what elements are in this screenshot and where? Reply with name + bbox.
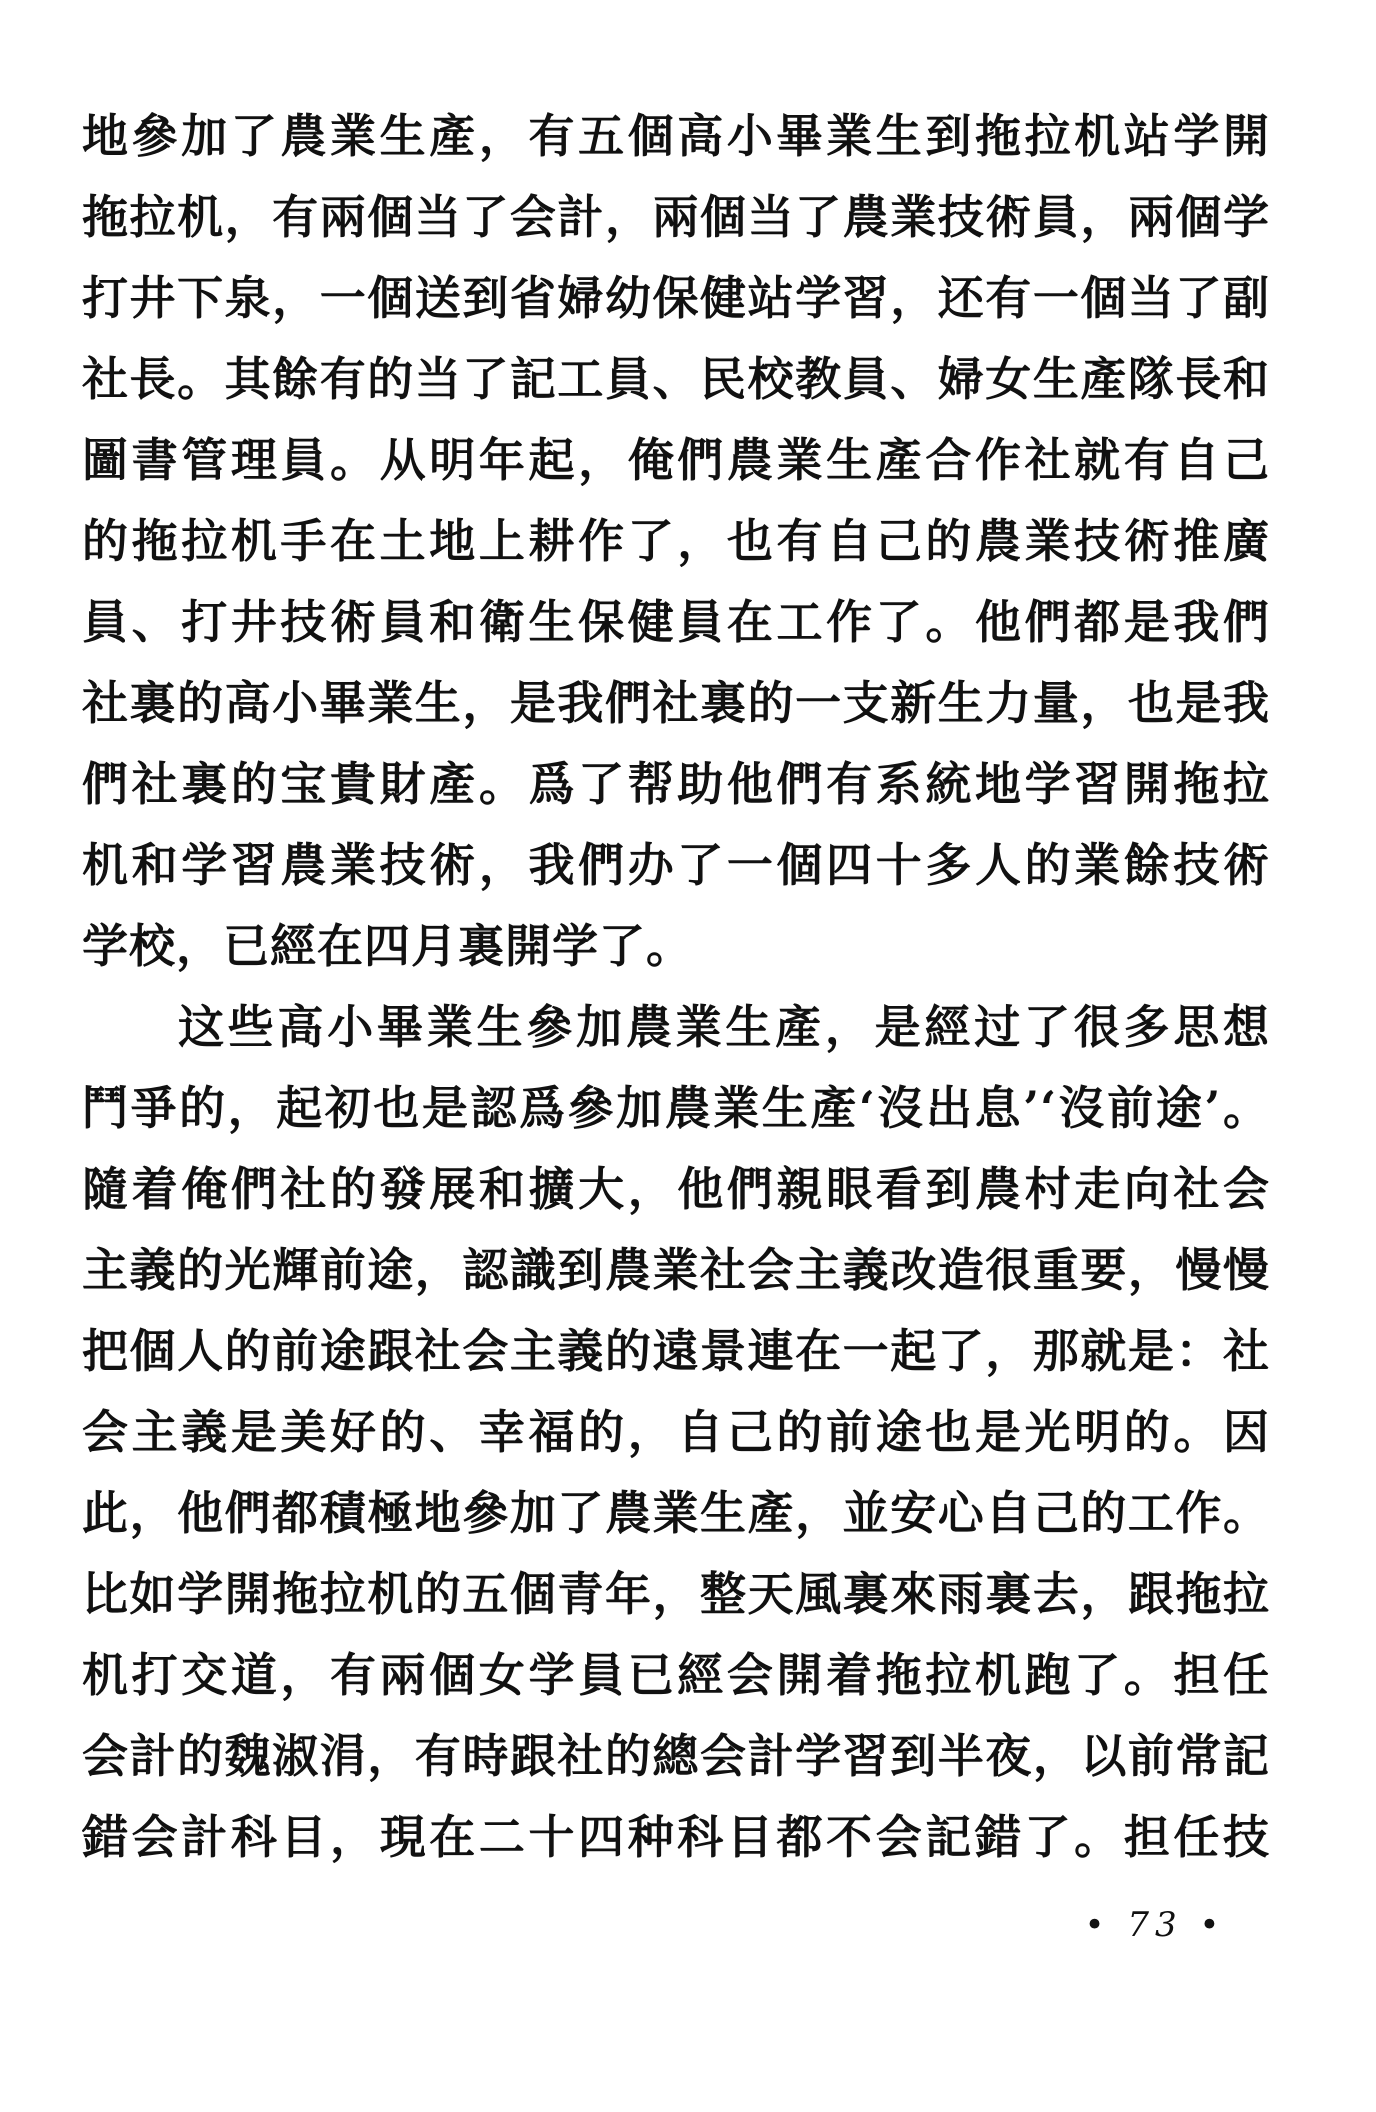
text-line: 会計的魏淑涓，有時跟社的總会計学習到半夜，以前常記	[82, 1729, 1270, 1783]
text-line: 打井下泉，一個送到省婦幼保健站学習，还有一個当了副	[82, 271, 1270, 325]
text-line: 拖拉机，有兩個当了会計，兩個当了農業技術員，兩個学	[82, 190, 1270, 244]
text-line: 隨着俺們社的發展和擴大，他們親眼看到農村走向社会	[82, 1162, 1270, 1216]
text-line: 学校，已經在四月裏開学了。	[82, 919, 693, 973]
text-line: 机和学習農業技術，我們办了一個四十多人的業餘技術	[82, 838, 1270, 892]
text-line: 員、打井技術員和衛生保健員在工作了。他們都是我們	[82, 595, 1270, 649]
text-line: 鬥爭的，起初也是認爲參加農業生產‘沒出息’‘沒前途’。	[82, 1081, 1270, 1135]
text-line: 这些高小畢業生參加農業生產，是經过了很多思想	[178, 1000, 1270, 1054]
text-line: 把個人的前途跟社会主義的遠景連在一起了，那就是：社	[82, 1324, 1270, 1378]
paragraph-2	[82, 987, 1270, 1878]
text-line: 地參加了農業生產，有五個高小畢業生到拖拉机站学開	[82, 109, 1270, 163]
text-line: 社裏的高小畢業生，是我們社裏的一支新生力量，也是我	[82, 676, 1270, 730]
text-line: 社長。其餘有的当了記工員、民校教員、婦女生產隊長和	[82, 352, 1270, 406]
text-line: 比如学開拖拉机的五個青年，整天風裏來雨裏去，跟拖拉	[82, 1567, 1270, 1621]
text-line: 圖書管理員。从明年起，俺們農業生產合作社就有自己	[82, 433, 1270, 487]
text-line: 会主義是美好的、幸福的，自己的前途也是光明的。因	[82, 1405, 1270, 1459]
text-line: 錯会計科目，現在二十四种科目都不会記錯了。担任技	[82, 1810, 1270, 1864]
body-text	[82, 96, 1270, 1878]
page-number: • 73 •	[1084, 1905, 1226, 1945]
text-line: 主義的光輝前途，認識到農業社会主義改造很重要，慢慢	[82, 1243, 1270, 1297]
text-line: 机打交道，有兩個女学員已經会開着拖拉机跑了。担任	[82, 1648, 1270, 1702]
text-line: 的拖拉机手在土地上耕作了，也有自己的農業技術推廣	[82, 514, 1270, 568]
text-line: 此，他們都積極地參加了農業生產，並安心自己的工作。	[82, 1486, 1270, 1540]
paragraph-1	[82, 96, 1270, 987]
text-line: 們社裏的宝貴財產。爲了帮助他們有系統地学習開拖拉	[82, 757, 1270, 811]
